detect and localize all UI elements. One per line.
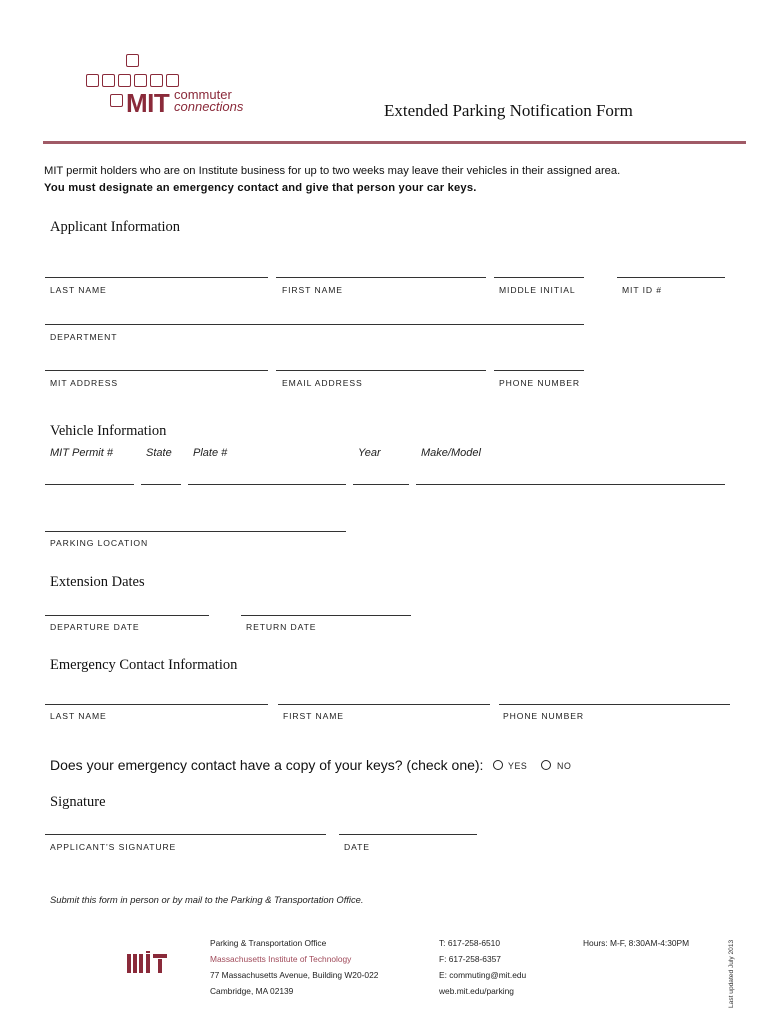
footer-hours: Hours: M-F, 8:30AM-4:30PM: [583, 938, 690, 948]
section-heading-applicant: Applicant Information: [50, 219, 181, 235]
plate-field[interactable]: [188, 484, 346, 485]
footer-institute: Massachusetts Institute of Technology: [210, 954, 352, 964]
footer-fax: F: 617-258-6357: [439, 954, 501, 964]
logo-square-icon: [118, 74, 131, 87]
logo-square-icon: [110, 94, 123, 107]
section-heading-emergency: Emergency Contact Information: [50, 657, 238, 673]
last-name-field[interactable]: [45, 277, 268, 278]
department-field[interactable]: [45, 324, 584, 325]
footer-contact-block: [439, 935, 526, 999]
yes-label: YES: [508, 761, 528, 771]
middle-initial-label: MIDDLE INITIAL: [499, 285, 576, 295]
emergency-first-name-label: FIRST NAME: [283, 711, 344, 721]
logo-square-icon: [126, 54, 139, 67]
phone-field[interactable]: [494, 370, 584, 371]
no-label: NO: [557, 761, 572, 771]
mit-commuter-connections-logo: [86, 54, 256, 118]
mit-id-label: MIT ID #: [622, 285, 662, 295]
last-updated-note: [728, 928, 742, 1008]
state-field[interactable]: [141, 484, 181, 485]
permit-field[interactable]: [45, 484, 134, 485]
year-label: Year: [358, 447, 381, 459]
emergency-phone-label: PHONE NUMBER: [503, 711, 584, 721]
department-label: DEPARTMENT: [50, 332, 118, 342]
middle-initial-field[interactable]: [494, 277, 584, 278]
section-heading-vehicle: Vehicle Information: [50, 423, 167, 439]
footer-address-block: [210, 935, 378, 999]
permit-label: MIT Permit #: [50, 447, 113, 459]
intro-text: MIT permit holders who are on Institute business for up to two weeks may leave their vehicles in their assigned area.: [44, 165, 621, 177]
year-field[interactable]: [353, 484, 409, 485]
section-heading-extension: Extension Dates: [50, 574, 145, 590]
no-radio[interactable]: [541, 760, 551, 770]
phone-label: PHONE NUMBER: [499, 378, 580, 388]
make-model-label: Make/Model: [421, 447, 481, 459]
departure-date-label: DEPARTURE DATE: [50, 622, 140, 632]
footer-phone: T: 617-258-6510: [439, 938, 500, 948]
return-date-field[interactable]: [241, 615, 411, 616]
signature-date-label: DATE: [344, 842, 370, 852]
applicant-signature-field[interactable]: [45, 834, 326, 835]
applicant-signature-label: APPLICANT’S SIGNATURE: [50, 842, 177, 852]
mit-address-field[interactable]: [45, 370, 268, 371]
footer-street-address: 77 Massachusetts Avenue, Building W20-022: [210, 970, 379, 980]
logo-square-icon: [166, 74, 179, 87]
form-title: Extended Parking Notification Form: [384, 101, 633, 120]
header-divider: [43, 141, 746, 144]
signature-date-field[interactable]: [339, 834, 477, 835]
emergency-last-name-field[interactable]: [45, 704, 268, 705]
logo-mit-text: MIT: [126, 88, 170, 118]
intro-emphasis-text: You must designate an emergency contact and give that person your car keys.: [44, 182, 477, 194]
logo-tagline: [174, 89, 243, 113]
return-date-label: RETURN DATE: [246, 622, 317, 632]
make-model-field[interactable]: [416, 484, 725, 485]
plate-label: Plate #: [193, 447, 228, 459]
state-label: State: [146, 447, 172, 459]
footer-web[interactable]: web.mit.edu/parking: [439, 986, 514, 996]
logo-tagline-line1: commuter: [174, 87, 232, 102]
last-updated-text: Last updated July 2013: [728, 939, 735, 1008]
footer-email[interactable]: E: commuting@mit.edu: [439, 970, 527, 980]
logo-square-icon: [150, 74, 163, 87]
keys-question: Does your emergency contact have a copy of your keys? (check one):: [50, 757, 484, 773]
emergency-first-name-field[interactable]: [278, 704, 490, 705]
last-name-label: LAST NAME: [50, 285, 107, 295]
footer-office: Parking & Transportation Office: [210, 938, 327, 948]
logo-tagline-line2: connections: [174, 99, 244, 114]
logo-square-icon: [134, 74, 147, 87]
yes-radio[interactable]: [493, 760, 503, 770]
parking-location-label: PARKING LOCATION: [50, 538, 149, 548]
first-name-label: FIRST NAME: [282, 285, 343, 295]
mit-address-label: MIT ADDRESS: [50, 378, 118, 388]
emergency-last-name-label: LAST NAME: [50, 711, 107, 721]
parking-location-field[interactable]: [45, 531, 346, 532]
email-label: EMAIL ADDRESS: [282, 378, 363, 388]
first-name-field[interactable]: [276, 277, 486, 278]
submit-instructions: Submit this form in person or by mail to the Parking & Transportation Office.: [50, 894, 364, 905]
footer-city: Cambridge, MA 02139: [210, 986, 294, 996]
emergency-phone-field[interactable]: [499, 704, 730, 705]
logo-square-icon: [102, 74, 115, 87]
mit-footer-logo-icon: [127, 951, 171, 973]
email-field[interactable]: [276, 370, 486, 371]
departure-date-field[interactable]: [45, 615, 209, 616]
section-heading-signature: Signature: [50, 794, 106, 810]
logo-square-icon: [86, 74, 99, 87]
mit-id-field[interactable]: [617, 277, 725, 278]
